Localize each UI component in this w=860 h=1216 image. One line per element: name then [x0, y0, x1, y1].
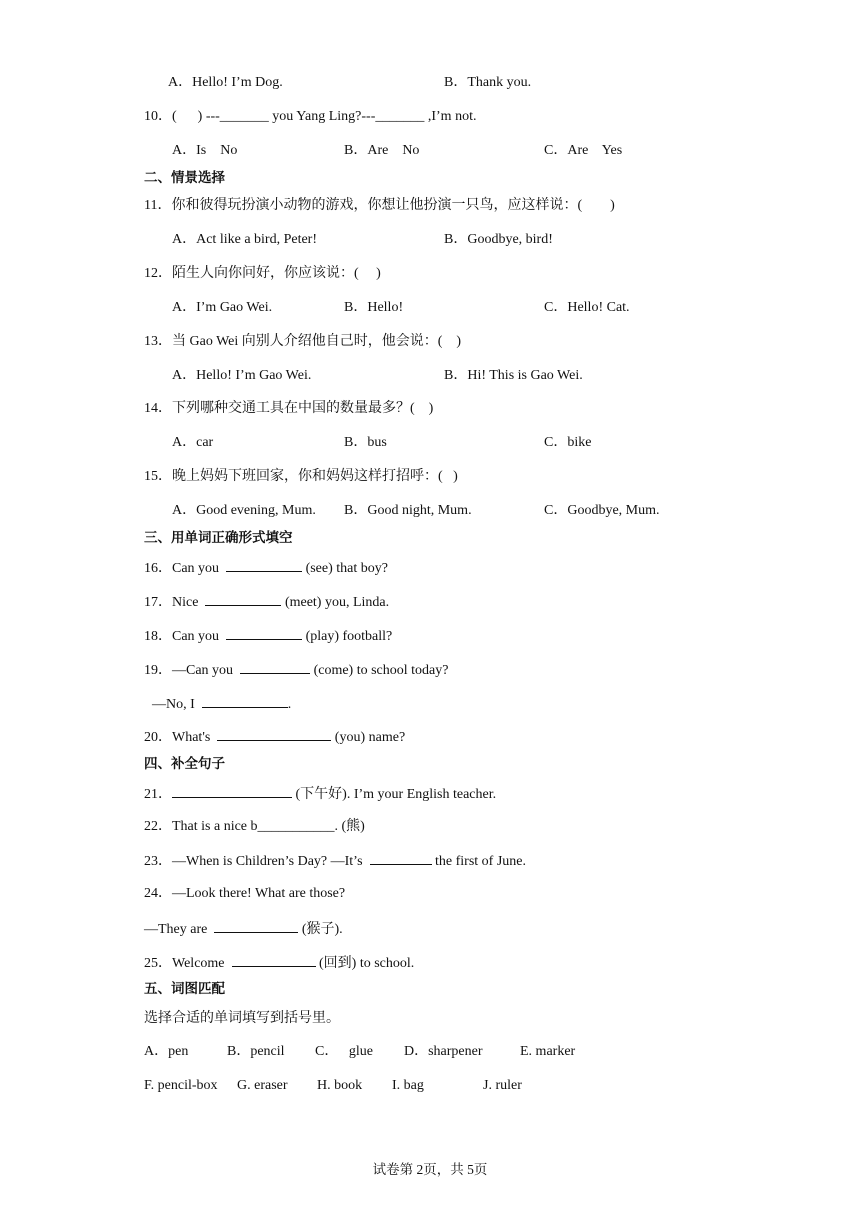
- answer-blank[interactable]: [370, 851, 432, 865]
- q17-suffix: (meet) you, Linda.: [281, 595, 390, 610]
- q16-suffix: (see) that boy?: [302, 561, 388, 576]
- q18-prefix: 18．Can you: [144, 629, 223, 644]
- q9-option-b: B．Thank you.: [444, 75, 532, 90]
- q20-suffix: (you) name?: [331, 730, 406, 745]
- q20-prefix: 20．What's: [144, 730, 214, 745]
- answer-blank[interactable]: [226, 626, 302, 640]
- word-b: B．pencil: [227, 1044, 285, 1059]
- section-5-title: 五、词图匹配: [144, 981, 225, 997]
- q25-suffix: (回到) to school.: [315, 956, 415, 971]
- question-20: [144, 727, 405, 747]
- q25-prefix: 25．Welcome: [144, 956, 229, 971]
- q21-prefix: 21．: [144, 787, 172, 802]
- answer-blank[interactable]: [217, 727, 331, 741]
- answer-blank[interactable]: [226, 558, 302, 572]
- section-4-title: 四、补全句子: [144, 756, 225, 772]
- question-13: 13．当 Gao Wei 向别人介绍他自己时，他会说：( ): [144, 334, 462, 349]
- q10-option-b: B．Are No: [344, 143, 420, 158]
- answer-blank[interactable]: [214, 919, 298, 933]
- word-d: D．sharpener: [404, 1044, 483, 1059]
- question-24: 24．—Look there! What are those?: [144, 886, 346, 901]
- q19-reply-prefix: —No, I: [152, 697, 199, 712]
- question-24-reply: [144, 919, 343, 939]
- q18-suffix: (play) football?: [302, 629, 393, 644]
- q23-prefix: 23．—When is Children’s Day? —It’s: [144, 854, 367, 869]
- q11-option-a: A．Act like a bird, Peter!: [172, 232, 318, 247]
- q24-reply-suffix: (猴子).: [298, 922, 343, 937]
- question-10: 10．( ) ---_______ you Yang Ling?---_______ ,I’m not.: [144, 109, 477, 124]
- question-19: [144, 660, 448, 680]
- q24-reply-prefix: —They are: [144, 922, 211, 937]
- word-j: J. ruler: [483, 1078, 522, 1093]
- question-12: 12．陌生人向你问好，你应该说：( ): [144, 266, 381, 281]
- q9-option-a: A．Hello! I’m Dog.: [168, 75, 283, 90]
- q17-prefix: 17．Nice: [144, 595, 202, 610]
- q23-suffix: the first of June.: [431, 854, 527, 869]
- q14-option-b: B．bus: [344, 435, 387, 450]
- question-11: 11．你和彼得玩扮演小动物的游戏，你想让他扮演一只鸟，应这样说：( ): [144, 198, 615, 213]
- q21-suffix: (下午好). I’m your English teacher.: [292, 787, 497, 802]
- question-25: [144, 953, 414, 973]
- word-i: I. bag: [392, 1078, 424, 1093]
- answer-blank[interactable]: [172, 784, 292, 798]
- q15-option-a: A．Good evening, Mum.: [172, 503, 316, 518]
- answer-blank[interactable]: [205, 592, 281, 606]
- q13-option-a: A．Hello! I’m Gao Wei.: [172, 368, 312, 383]
- section-2-title: 二、情景选择: [144, 170, 225, 186]
- q19-suffix: (come) to school today?: [310, 663, 449, 678]
- q10-option-a: A．Is No: [172, 143, 238, 158]
- q16-prefix: 16．Can you: [144, 561, 223, 576]
- word-g: G. eraser: [237, 1078, 288, 1093]
- q10-option-c: C．Are Yes: [544, 143, 623, 158]
- q19-reply-suffix: .: [287, 697, 292, 712]
- word-f: F. pencil-box: [144, 1078, 218, 1093]
- question-14: 14．下列哪种交通工具在中国的数量最多？( ): [144, 401, 434, 416]
- section-5-instruction: 选择合适的单词填写到括号里。: [144, 1011, 340, 1026]
- question-18: [144, 626, 392, 646]
- q15-option-b: B．Good night, Mum.: [344, 503, 472, 518]
- q12-option-c: C．Hello! Cat.: [544, 300, 630, 315]
- page-footer: 试卷第 2页，共 5页: [372, 1162, 488, 1177]
- word-a: A．pen: [144, 1044, 189, 1059]
- question-15: 15．晚上妈妈下班回家，你和妈妈这样打招呼：( ): [144, 469, 458, 484]
- q14-option-a: A．car: [172, 435, 214, 450]
- q19-prefix: 19．—Can you: [144, 663, 237, 678]
- question-17: [144, 592, 389, 612]
- word-h: H. book: [317, 1078, 363, 1093]
- q14-option-c: C．bike: [544, 435, 592, 450]
- q13-option-b: B．Hi! This is Gao Wei.: [444, 368, 583, 383]
- q11-option-b: B．Goodbye, bird!: [444, 232, 553, 247]
- answer-blank[interactable]: [240, 660, 310, 674]
- question-16: [144, 558, 388, 578]
- word-c: C． glue: [315, 1044, 373, 1059]
- answer-blank[interactable]: [202, 694, 288, 708]
- question-21: [144, 784, 496, 804]
- q15-option-c: C．Goodbye, Mum.: [544, 503, 660, 518]
- word-e: E. marker: [520, 1044, 576, 1059]
- q12-option-b: B．Hello!: [344, 300, 404, 315]
- answer-blank[interactable]: [232, 953, 316, 967]
- question-19-reply: [152, 694, 291, 714]
- section-3-title: 三、用单词正确形式填空: [144, 530, 293, 546]
- question-22: 22．That is a nice b___________. (熊): [144, 819, 365, 834]
- q12-option-a: A．I’m Gao Wei.: [172, 300, 273, 315]
- question-23: [144, 851, 526, 871]
